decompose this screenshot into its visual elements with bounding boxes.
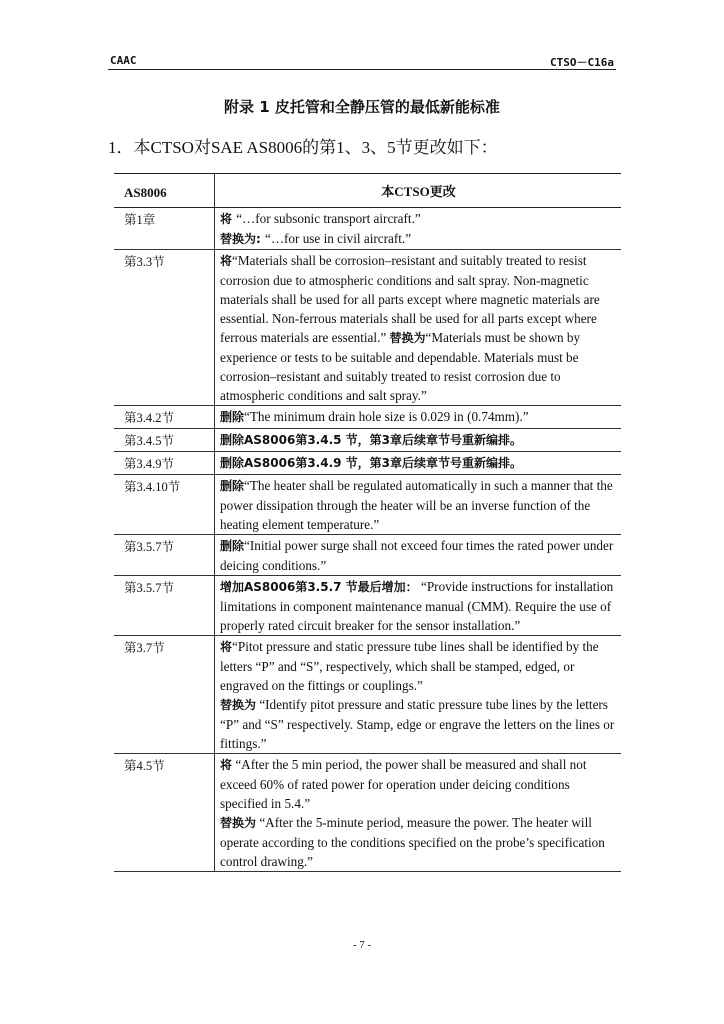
table-row bbox=[114, 452, 621, 475]
change-paragraph bbox=[220, 695, 617, 753]
instruction-keyword: 删除AS8006第3.4.9 节，第3章后续章节号重新编排。 bbox=[220, 456, 523, 470]
change-cell bbox=[215, 208, 622, 250]
instruction-keyword: 替换为 bbox=[220, 698, 257, 712]
change-paragraph bbox=[220, 453, 617, 473]
column-header-as8006: AS8006 bbox=[114, 174, 215, 208]
change-text: “Materials shall be corrosion–resistant and suitably treated to resist corrosion due to atmospheric conditions and salt spray. Non-magnetic materials shall be used for all parts except where magnetic materials are essential. Non-ferrous materials shall be used for all parts except where ferrous materials are essential.” bbox=[220, 253, 600, 345]
change-cell bbox=[215, 636, 622, 754]
change-text: “Materials must be shown by experience or tests to be suitable and dependable. Materials must be corrosion–resistant and suitably treated to resist corrosion due to atmospheric conditions and salt spray.” bbox=[220, 330, 581, 403]
table-row bbox=[114, 250, 621, 406]
change-text: “After the 5-minute period, measure the power. The heater will operate according to the conditions specified on the probe’s specification control drawing.” bbox=[220, 815, 605, 869]
change-cell bbox=[215, 429, 622, 452]
change-cell bbox=[215, 250, 622, 406]
instruction-keyword: 增加AS8006第3.5.7 节最后增加： bbox=[220, 580, 418, 594]
table-row bbox=[114, 429, 621, 452]
instruction-keyword: 将 bbox=[220, 254, 233, 268]
change-paragraph bbox=[220, 229, 617, 249]
change-text: “The heater shall be regulated automatically in such a manner that the power dissipation through the heater will be an inverse function of the heating element temperature.” bbox=[220, 478, 613, 532]
change-paragraph bbox=[220, 476, 617, 534]
section-cell: 第3.4.2节 bbox=[114, 406, 215, 429]
section-cell: 第3.3节 bbox=[114, 250, 215, 406]
instruction-keyword: 删除 bbox=[220, 479, 245, 493]
change-text: “…for subsonic transport aircraft.” bbox=[236, 211, 421, 226]
column-header-changes: 本CTSO更改 bbox=[215, 174, 622, 208]
change-paragraph bbox=[220, 813, 617, 871]
appendix-title: 附录 1 皮托管和全静压管的最低新能标准 bbox=[224, 98, 500, 116]
section-cell: 第3.4.9节 bbox=[114, 452, 215, 475]
change-cell bbox=[215, 475, 622, 535]
change-paragraph bbox=[220, 430, 617, 450]
instruction-keyword: 将 bbox=[220, 640, 233, 654]
change-text: “…for use in civil aircraft.” bbox=[264, 231, 412, 246]
table-row bbox=[114, 636, 621, 754]
instruction-keyword: 删除 bbox=[220, 410, 245, 424]
page-number: - 7 - bbox=[352, 939, 372, 951]
section-cell: 第3.4.10节 bbox=[114, 475, 215, 535]
section-cell: 第1章 bbox=[114, 208, 215, 250]
section-cell: 第4.5节 bbox=[114, 754, 215, 872]
change-cell bbox=[215, 576, 622, 636]
section-cell: 第3.7节 bbox=[114, 636, 215, 754]
change-text: “Provide instructions for installation limitations in component maintenance manual (CMM). Require the use of properly rated circuit breaker for the sensor installation.” bbox=[220, 579, 614, 633]
change-text: “After the 5 min period, the power shall be measured and shall not exceed 60% of rated power for operation under deicing conditions specified in 5.4.” bbox=[220, 757, 587, 811]
changes-table bbox=[114, 173, 621, 872]
header-doc-id: CTSO－C16a bbox=[550, 56, 614, 69]
instruction-keyword: 替换为 bbox=[220, 816, 257, 830]
change-cell bbox=[215, 754, 622, 872]
table-row bbox=[114, 754, 621, 872]
change-paragraph bbox=[220, 755, 617, 813]
table-row bbox=[114, 535, 621, 576]
section-cell: 第3.5.7节 bbox=[114, 576, 215, 636]
table-row bbox=[114, 208, 621, 250]
instruction-keyword: 删除AS8006第3.4.5 节，第3章后续章节号重新编排。 bbox=[220, 433, 523, 447]
change-paragraph bbox=[220, 637, 617, 695]
section-heading: 1．本CTSO对SAE AS8006的第1、3、5节更改如下： bbox=[108, 138, 498, 157]
instruction-keyword: 删除 bbox=[220, 539, 245, 553]
change-paragraph bbox=[220, 577, 617, 635]
change-paragraph bbox=[220, 536, 617, 575]
change-paragraph bbox=[220, 407, 617, 427]
change-cell bbox=[215, 406, 622, 429]
change-text: “The minimum drain hole size is 0.029 in (0.74mm).” bbox=[244, 409, 529, 424]
table-row bbox=[114, 406, 621, 429]
header-org: CAAC bbox=[110, 54, 137, 67]
instruction-keyword: 替换为: bbox=[220, 232, 265, 246]
change-paragraph bbox=[220, 209, 617, 229]
change-text: “Identify pitot pressure and static pressure tube lines by the letters “P” and “S” respectively. Stamp, edge or engrave the letters on the lines or fittings.” bbox=[220, 697, 615, 751]
change-text: “Initial power surge shall not exceed four times the rated power under deicing conditions.” bbox=[220, 538, 614, 573]
section-cell: 第3.5.7节 bbox=[114, 535, 215, 576]
instruction-keyword: 将 bbox=[220, 212, 237, 226]
instruction-keyword: 替换为 bbox=[389, 331, 426, 345]
instruction-keyword: 将 bbox=[220, 758, 233, 772]
change-cell bbox=[215, 452, 622, 475]
change-cell bbox=[215, 535, 622, 576]
header-divider bbox=[108, 69, 616, 70]
page-header bbox=[108, 52, 616, 68]
table-row bbox=[114, 576, 621, 636]
table-header-row bbox=[114, 174, 621, 208]
change-text: “Pitot pressure and static pressure tube lines shall be identified by the letters “P” and “S”, respectively, which shall be stamped, edged, or engraved on the fittings or couplings.” bbox=[220, 639, 599, 693]
section-cell: 第3.4.5节 bbox=[114, 429, 215, 452]
table-row bbox=[114, 475, 621, 535]
